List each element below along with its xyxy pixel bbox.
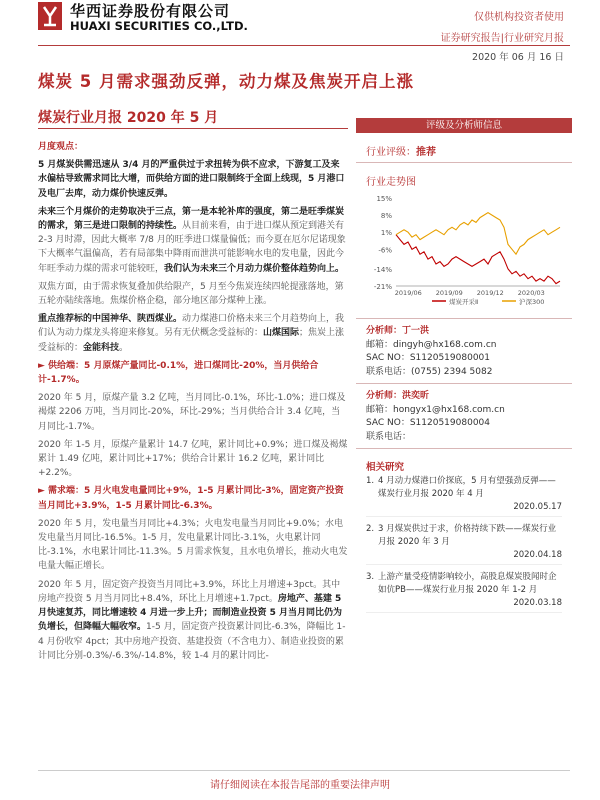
demand-p2-c: 1-5 月，固定资产投资累计同比-6.3%，降幅比 1-4 月份收窄 4pct；其中房地产投资、基建投资（不含电力）、制造业投资的累计同比分别-0.3%/-6.3%/-14.8%，较 1-4 月的累计同比- <box>38 622 346 661</box>
audience-note: 仅供机构投资者使用 <box>474 12 564 23</box>
recommend-stock-1: 山煤国际 <box>263 328 300 339</box>
analyst-1-email[interactable]: 邮箱：dingyh@hx168.com.cn <box>366 339 497 350</box>
series-line-1 <box>396 235 560 284</box>
y-tick-label: 8% <box>380 212 392 221</box>
x-tick-label: 2019/09 <box>435 289 463 297</box>
analyst-1 <box>356 325 572 379</box>
x-tick-label: 2020/03 <box>517 289 545 297</box>
demand-paragraph-1: 2020 年 5 月，发电量当月同比+4.3%；火电发电量当月同比+9.0%；水电发电量当月同比-16.5%。1-5 月，发电量累计同比-3.1%，火电累计同比-3.1%，水电累计同比-11.3%。5 月需求恢复，且水电负增长，推动火电发电量大幅正增长。 <box>38 518 348 572</box>
analyst-2 <box>356 390 572 444</box>
demand-heading: ► 需求端：5 月火电发电量同比+9%，1-5 月累计同比-3%，固定资产投资当月同比+3.9%，1-5 月累计同比-6.3%。 <box>38 486 344 511</box>
analyst-1-name: 丁一洪 <box>402 326 430 336</box>
monthly-view-heading: 月度观点： <box>38 142 84 152</box>
supply-paragraph-2: 2020 年 1-5 月，原煤产量累计 14.7 亿吨，累计同比+0.9%；进口煤及褐煤累计 1.49 亿吨，累计同比+17%；供给合计累计 16.2 亿吨，累计同比+2.2%。 <box>38 439 348 479</box>
series-line-2 <box>396 213 560 255</box>
analyst-2-label: 分析师： <box>366 391 403 401</box>
company-logo-icon <box>38 2 62 30</box>
trend-title: 行业走势图 <box>366 177 416 188</box>
paragraph-coking: 双焦方面，由于需求恢复叠加供给限产，5 月至今焦炭连续四轮提涨落地，第五轮亦陆续落地。焦煤价格企稳，部分地区部分煤种上涨。 <box>38 281 344 307</box>
y-tick-label: -6% <box>378 246 392 255</box>
company-name-cn: 华西证券股份有限公司 <box>70 2 231 20</box>
related-item-date: 2020.04.18 <box>366 549 562 565</box>
paragraph-outlook <box>38 205 348 276</box>
rating-value: 推荐 <box>416 147 436 158</box>
rating-label: 行业评级： <box>366 147 416 158</box>
related-item[interactable] <box>366 571 562 597</box>
footer-divider <box>38 770 570 771</box>
analyst-1-sac: SAC NO：S1120519080001 <box>366 353 490 363</box>
legal-notice[interactable]: 请仔细阅读在本报告尾部的重要法律声明 <box>210 780 390 791</box>
y-tick-label: -21% <box>373 283 392 291</box>
demand-p2-b: 房地产、基建 5 月快速复苏，同比增速较 4 月进一步上升；而制造业投资 5 月当月同比仍为负增长，但降幅大幅收窄。 <box>38 593 343 633</box>
analyst-2-sac: SAC NO：S1120519080004 <box>366 418 490 428</box>
analyst-1-phone: 联系电话：(0755) 2394 5082 <box>366 366 493 377</box>
related-item-number: 1. <box>366 476 375 486</box>
related-item[interactable] <box>366 523 562 549</box>
outlook-tail: 我们认为未来三个月动力煤价整体趋势向上。 <box>164 263 345 274</box>
related-item-text: 上游产量受疫情影响较小，高股息煤炭股闻时企如伉PB——煤炭行业月报 2020 年 1-2 月 <box>378 572 557 595</box>
related-research-title: 相关研究 <box>366 462 405 473</box>
analyst-2-phone: 联系电话： <box>366 431 412 442</box>
related-research-list <box>356 475 572 613</box>
analyst-1-label: 分析师： <box>366 326 403 336</box>
header-divider <box>38 45 570 46</box>
related-item[interactable] <box>366 475 562 501</box>
recommend-lead: 重点推荐标的中国神华、陕西煤业。 <box>38 314 183 325</box>
report-title: 煤炭 5 月需求强劲反弹，动力煤及焦炭开启上涨 <box>38 72 414 91</box>
paragraph-overview: 5 月煤炭供需迅速从 3/4 月的严重供过于求扭转为供不应求，下游复工及来水偏枯导致需求同比大增，而供给方面的进口限制终于全面上线现，5 月港口及电厂去库，动力煤价快速反弹。 <box>38 160 345 199</box>
page-header <box>0 0 600 63</box>
legend-label: 沪深300 <box>519 298 545 306</box>
main-body <box>38 140 348 667</box>
recommend-end: 。 <box>119 342 129 353</box>
legend-label: 煤炭开采Ⅱ <box>449 298 479 306</box>
recommend-stock-2: 金能科技 <box>83 342 120 353</box>
supply-paragraph-1: 2020 年 5 月，原煤产量 3.2 亿吨，当月同比-0.1%，环比-1.0%；进口煤及褐煤 2206 万吨，当月同比-20%，环比-29%；当月供给合计 3.4 亿吨，当月同比-1.7%。 <box>38 393 346 432</box>
outlook-rest: 从目前来看，由于进口煤从预定到港关有 2-3 月时滞，因此大概率 7/8 月的旺季进口煤量偏低；而今夏在厄尔尼诺现象下大概率气温偏高，若有局部集中降雨而泄洪可能影响水电的发电量，因此今年旺季动力煤的需求可能较旺， <box>38 221 346 274</box>
subtitle-divider <box>38 128 348 129</box>
paragraph-recommend <box>38 312 348 355</box>
y-tick-label: 15% <box>376 195 392 203</box>
demand-p2-a: 2020 年 5 月，固定资产投资当月同比+3.9%，环比上月增速+3pct。其中房地产投资 5 月当月同比+8.4%，环比上月增速+1.7pct。 <box>38 579 341 604</box>
report-subtitle: 煤炭行业月报 2020 年 5 月 <box>38 110 219 126</box>
recommend-mid: 动力煤港口价格未来三个月趋势向上，我们认为动力煤龙头将迎来修复。另有无伏概念受益标的： <box>38 314 345 339</box>
supply-heading: ► 供给端：5 月原煤产量同比-0.1%，进口煤同比-20%，当月供给合计-1.7%。 <box>38 360 319 386</box>
x-tick-label: 2019/06 <box>394 289 422 297</box>
report-date: 2020 年 06 月 16 日 <box>472 52 564 63</box>
outlook-bold: 未来三个月煤价的走势取决于三点，第一是本轮补库的强度，第二是旺季煤炭的需求，第三是进口限制的持续性。 <box>38 206 345 232</box>
y-tick-label: 1% <box>380 229 392 238</box>
sidebar-title: 评级及分析师信息 <box>356 118 572 133</box>
analyst-2-name: 洪奕昕 <box>402 391 430 401</box>
related-item-date: 2020.05.17 <box>366 501 562 517</box>
report-type: 证券研究报告|行业研究月报 <box>440 33 564 44</box>
related-item-text: 4 月动力煤港口价探底，5 月有望强劲反弹——煤炭行业月报 2020 年 4 月 <box>378 476 556 499</box>
related-item-text: 3 月煤炭供过于求，价格持续下跌——煤炭行业月报 2020 年 3 月 <box>378 524 557 547</box>
related-item-number: 2. <box>366 524 375 534</box>
x-tick-label: 2019/12 <box>476 289 504 297</box>
analyst-2-email[interactable]: 邮箱：hongyx1@hx168.com.cn <box>366 404 505 415</box>
y-tick-label: -14% <box>373 265 392 274</box>
industry-rating <box>356 133 572 163</box>
company-name-en: HUAXI SECURITIES CO.,LTD. <box>70 19 248 33</box>
related-item-date: 2020.03.18 <box>366 597 562 613</box>
divider <box>356 448 572 449</box>
divider <box>356 318 572 319</box>
divider <box>356 383 572 384</box>
industry-trend-chart <box>362 192 566 310</box>
related-item-number: 3. <box>366 572 375 582</box>
demand-paragraph-2 <box>38 578 348 663</box>
sidebar <box>356 118 572 619</box>
recommend-mid-2: ；焦炭上涨受益标的： <box>38 328 345 353</box>
